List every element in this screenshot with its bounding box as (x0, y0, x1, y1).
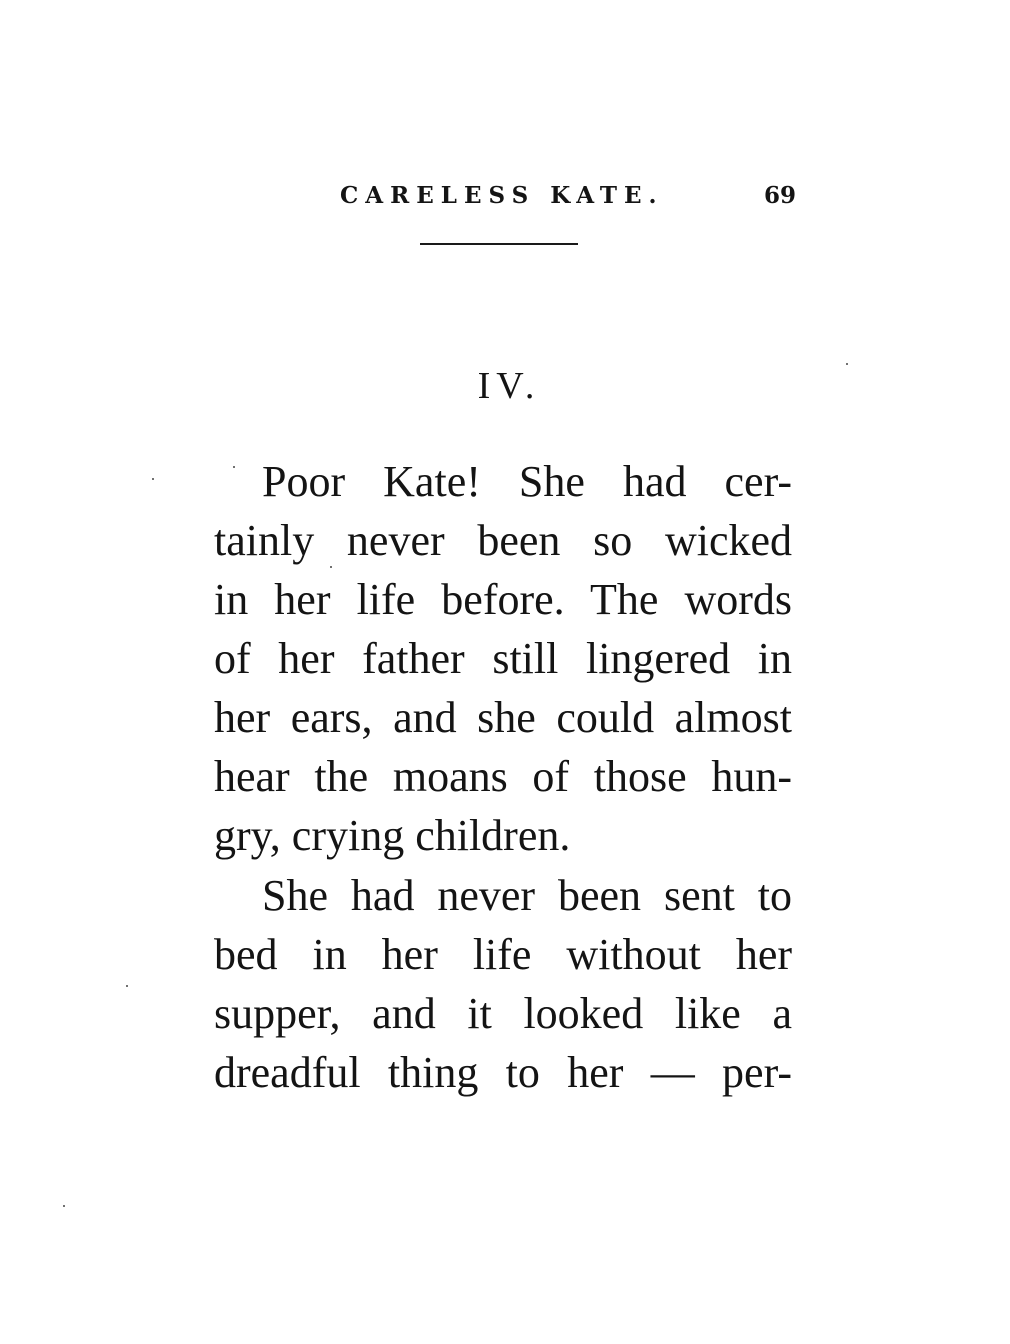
text-line: She had never been sent to (262, 871, 792, 920)
scan-speck (152, 478, 154, 480)
text-line: bed in her life without her (214, 930, 792, 979)
running-head-title: CARELESS KATE. (340, 182, 664, 209)
page-number: 69 (764, 182, 797, 209)
header-rule (420, 243, 578, 245)
scan-speck (233, 466, 235, 468)
text-line: gry, crying children. (214, 811, 571, 860)
scan-speck (330, 566, 332, 568)
text-line: hear the moans of those hun- (214, 752, 792, 801)
text-line: tainly never been so wicked (214, 516, 792, 565)
text-line: her ears, and she could almost (214, 693, 792, 742)
scan-speck (126, 985, 128, 987)
paragraph-2 (214, 866, 792, 1102)
text-line: of her father still lingered in (214, 634, 792, 683)
text-line: supper, and it looked like a (214, 989, 792, 1038)
text-line: Poor Kate! She had cer- (262, 457, 792, 506)
text-line: dreadful thing to her — per- (214, 1048, 792, 1097)
scan-speck (63, 1205, 65, 1207)
chapter-heading: IV. (477, 365, 541, 407)
running-head (0, 0, 1010, 260)
paragraph-1 (214, 452, 792, 865)
scan-speck (846, 363, 848, 365)
text-line: in her life before. The words (214, 575, 792, 624)
